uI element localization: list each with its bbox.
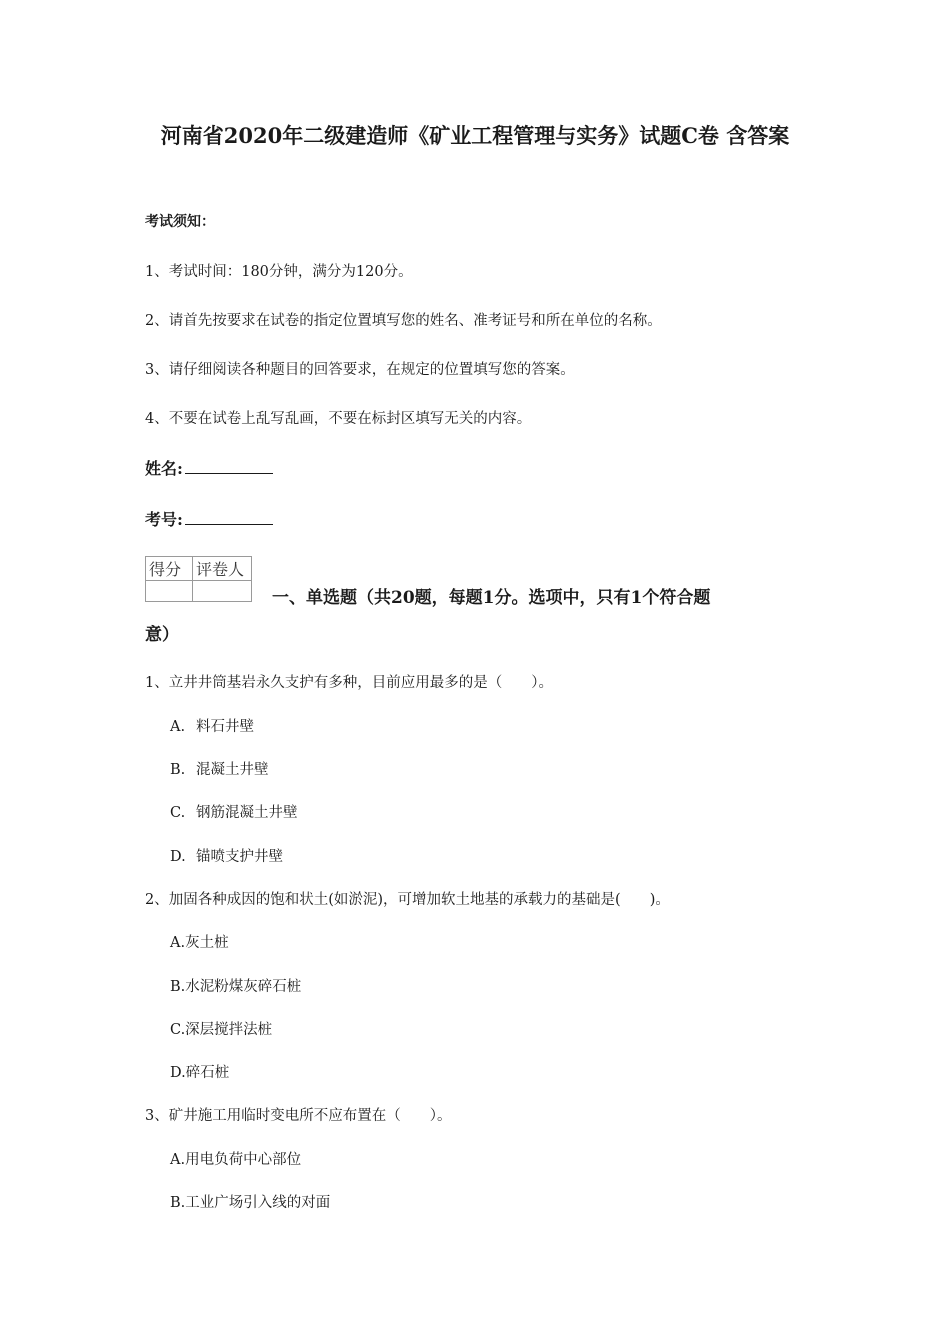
question-3-stem: 3、矿井施工用临时变电所不应布置在（ ）。: [145, 1108, 452, 1124]
name-blank-line[interactable]: [185, 472, 273, 474]
name-label: 姓名:: [145, 459, 183, 478]
section-heading-line2: 意）: [145, 625, 179, 645]
option-text: 钢筋混凝土井壁: [196, 805, 298, 821]
question-2-option-a[interactable]: A.灰土桩: [170, 935, 229, 951]
exam-number-blank-line[interactable]: [185, 523, 273, 525]
exam-number-label: 考号:: [145, 510, 183, 529]
option-letter: D.: [170, 849, 186, 865]
question-1-option-d[interactable]: [170, 845, 283, 866]
question-1-stem: 1、立井井筒基岩永久支护有多种，目前应用最多的是（ ）。: [145, 675, 553, 691]
question-1-option-a[interactable]: [170, 715, 254, 736]
question-2-option-d[interactable]: D.碎石桩: [170, 1065, 230, 1081]
option-letter: C.: [170, 805, 186, 821]
notice-rule-2: 2、请首先按要求在试卷的指定位置填写您的姓名、准考证号和所在单位的名称。: [145, 313, 662, 329]
option-letter: A.: [170, 719, 186, 735]
question-2-stem: 2、加固各种成因的饱和状土(如淤泥)，可增加软土地基的承载力的基础是( )。: [145, 892, 670, 908]
question-1-option-b[interactable]: [170, 758, 269, 779]
option-text: 锚喷支护井壁: [196, 849, 283, 865]
option-text: 混凝土井壁: [196, 762, 269, 778]
notice-rule-4: 4、不要在试卷上乱写乱画，不要在标封区填写无关的内容。: [145, 411, 532, 427]
grader-header: 评卷人: [193, 557, 252, 581]
option-text: 料石井壁: [196, 719, 254, 735]
notice-rule-3: 3、请仔细阅读各种题目的回答要求，在规定的位置填写您的答案。: [145, 362, 575, 378]
question-2-option-b[interactable]: B.水泥粉煤灰碎石桩: [170, 979, 302, 995]
exam-number-field[interactable]: [145, 507, 273, 530]
grader-cell[interactable]: [193, 581, 252, 602]
option-letter: B.: [170, 762, 186, 778]
score-header: 得分: [146, 557, 193, 581]
page-title: 河南省2020年二级建造师《矿业工程管理与实务》试题C卷 含答案: [160, 123, 790, 148]
question-1-option-c[interactable]: [170, 801, 298, 822]
question-2-option-c[interactable]: C.深层搅拌法桩: [170, 1022, 273, 1038]
question-3-option-a[interactable]: A.用电负荷中心部位: [170, 1152, 302, 1168]
name-field[interactable]: [145, 456, 273, 479]
section-heading-line1: 一、单选题（共20题，每题1分。选项中，只有1个符合题: [272, 588, 711, 608]
question-3-option-b[interactable]: B.工业广场引入线的对面: [170, 1195, 331, 1211]
score-table: [145, 556, 252, 602]
notice-rule-1: 1、考试时间：180分钟，满分为120分。: [145, 264, 413, 280]
notice-heading: 考试须知：: [145, 214, 215, 230]
score-cell[interactable]: [146, 581, 193, 602]
